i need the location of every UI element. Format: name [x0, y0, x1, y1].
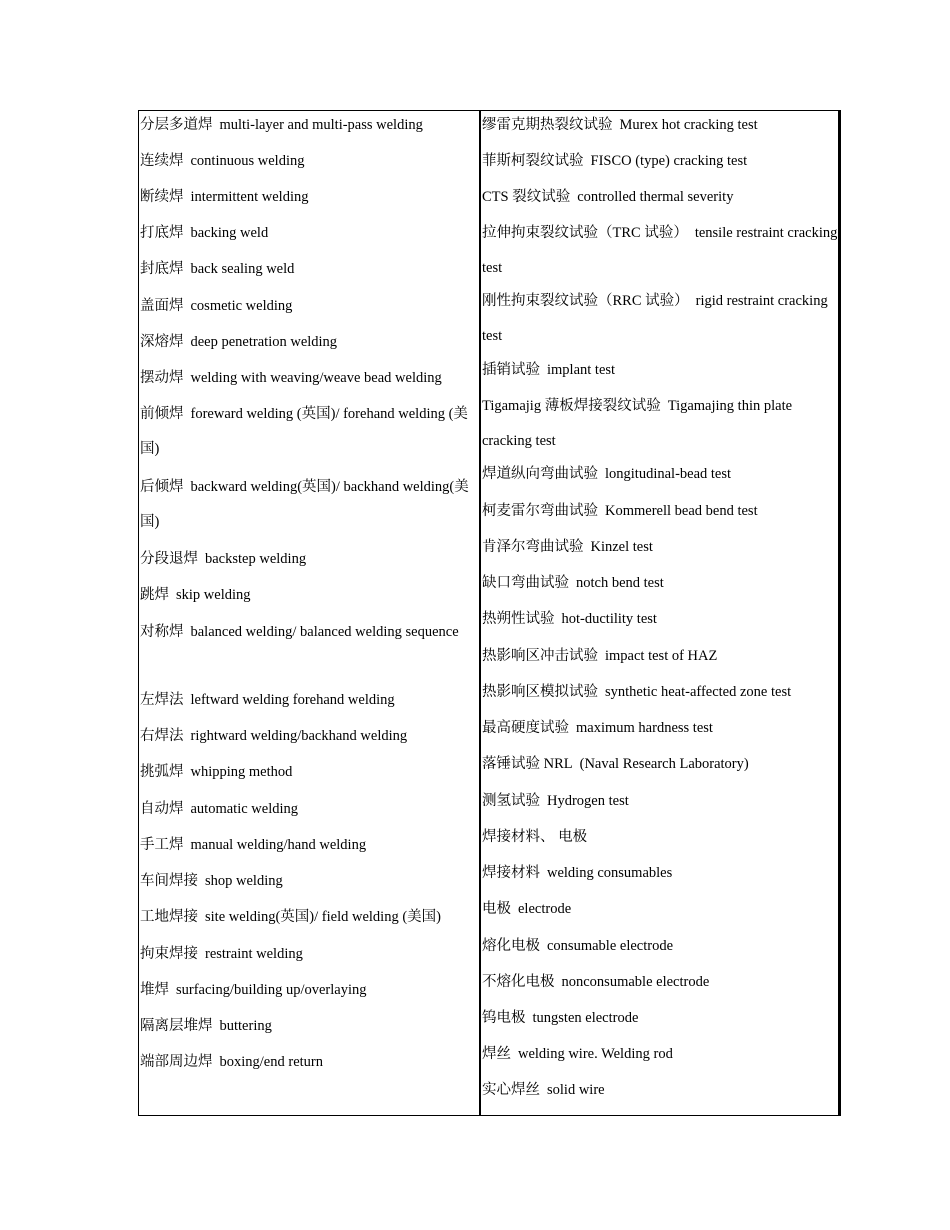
glossary-entry [482, 353, 838, 388]
glossary-entry [140, 900, 479, 935]
glossary-entry [140, 108, 479, 143]
term-chinese: 焊接材料、 电极 [482, 829, 588, 845]
term-english: hot-ductility test [561, 611, 657, 627]
term-english: cosmetic welding [190, 298, 293, 314]
term-english: backstep welding [205, 551, 307, 567]
term-chinese: 钨电极 [482, 1010, 526, 1026]
term-chinese: 盖面焊 [140, 298, 184, 314]
glossary-left-column [139, 111, 481, 1115]
glossary-entry [482, 965, 838, 1000]
glossary-entry [140, 252, 479, 287]
glossary-entry [482, 639, 838, 674]
term-chinese: 实心焊丝 [482, 1082, 540, 1098]
term-chinese: 自动焊 [140, 801, 184, 817]
term-chinese: 深熔焊 [140, 334, 184, 350]
term-english: deep penetration welding [190, 334, 338, 350]
term-chinese: 堆焊 [140, 982, 169, 998]
term-chinese: 刚性拘束裂纹试验（RRC 试验） [482, 293, 689, 309]
term-chinese: 熔化电极 [482, 938, 540, 954]
glossary-entry [482, 602, 838, 637]
term-chinese: 焊接材料 [482, 865, 540, 881]
term-english: rightward welding/backhand welding [190, 728, 408, 744]
glossary-entry [482, 856, 838, 891]
term-english: intermittent welding [190, 189, 309, 205]
term-english: continuous welding [190, 153, 305, 169]
term-chinese: 焊道纵向弯曲试验 [482, 466, 598, 482]
term-english: site welding(英国)/ field welding (美国) [205, 909, 441, 925]
term-chinese: 缪雷克期热裂纹试验 [482, 117, 613, 133]
term-english: nonconsumable electrode [561, 974, 710, 990]
term-english: tensile restraint cracking test [482, 225, 838, 276]
glossary-entry [482, 494, 838, 529]
glossary-entry [482, 784, 838, 819]
term-english: (Naval Research Laboratory) [579, 756, 749, 772]
glossary-entry [482, 1073, 838, 1108]
glossary-entry [140, 973, 479, 1008]
glossary-entry [482, 216, 838, 285]
glossary-entry [140, 864, 479, 899]
glossary-entry [482, 389, 838, 458]
term-english: consumable electrode [547, 938, 674, 954]
glossary-entry [482, 675, 838, 710]
term-english: back sealing weld [190, 261, 295, 277]
term-english: automatic welding [190, 801, 299, 817]
term-english: restraint welding [205, 946, 303, 962]
term-english: notch bend test [576, 575, 664, 591]
term-english: synthetic heat-affected zone test [605, 684, 792, 700]
term-chinese: 肯泽尔弯曲试验 [482, 539, 584, 555]
term-english: welding consumables [547, 865, 673, 881]
term-english: welding with weaving/weave bead welding [190, 370, 442, 386]
term-chinese: 隔离层堆焊 [140, 1018, 213, 1034]
term-english: shop welding [205, 873, 283, 889]
glossary-entry [140, 937, 479, 972]
glossary-entry [140, 144, 479, 179]
term-english: solid wire [547, 1082, 605, 1098]
glossary-entry [140, 1009, 479, 1044]
term-english: balanced welding/ balanced welding sequence [190, 624, 459, 640]
term-english: boxing/end return [219, 1054, 323, 1070]
term-english: buttering [219, 1018, 272, 1034]
term-chinese: 分段退焊 [140, 551, 198, 567]
glossary-entry [140, 578, 479, 613]
glossary-entry [140, 683, 479, 718]
glossary-entry [482, 530, 838, 565]
term-english: electrode [518, 901, 572, 917]
term-english: skip welding [176, 587, 251, 603]
term-chinese: 热朔性试验 [482, 611, 555, 627]
term-chinese: 电极 [482, 901, 511, 917]
term-chinese: 端部周边焊 [140, 1054, 213, 1070]
glossary-entry [140, 325, 479, 360]
glossary-entry [140, 755, 479, 790]
term-chinese: Tigamajig 薄板焊接裂纹试验 [482, 398, 661, 414]
term-chinese: 菲斯柯裂纹试验 [482, 153, 584, 169]
term-chinese: 分层多道焊 [140, 117, 213, 133]
term-chinese: 最高硬度试验 [482, 720, 569, 736]
term-english: foreward welding (英国)/ forehand welding (美国) [140, 406, 468, 457]
term-english: multi-layer and multi-pass welding [219, 117, 423, 133]
term-chinese: 不熔化电极 [482, 974, 555, 990]
glossary-entry [482, 284, 838, 353]
term-chinese: 左焊法 [140, 692, 184, 708]
glossary-entry [482, 892, 838, 927]
glossary-entry [140, 828, 479, 863]
glossary-entry [140, 470, 479, 539]
term-english: manual welding/hand welding [190, 837, 367, 853]
term-english: leftward welding forehand welding [190, 692, 395, 708]
glossary-entry [140, 615, 479, 650]
section-heading [482, 820, 838, 855]
term-english: impact test of HAZ [605, 648, 718, 664]
term-english: backing weld [190, 225, 269, 241]
term-english: rigid restraint cracking test [482, 293, 828, 344]
glossary-entry [482, 108, 838, 143]
glossary-entry [140, 542, 479, 577]
term-chinese: 封底焊 [140, 261, 184, 277]
glossary-entry [482, 180, 838, 215]
term-chinese: 打底焊 [140, 225, 184, 241]
term-chinese: 拘束焊接 [140, 946, 198, 962]
glossary-entry [482, 566, 838, 601]
term-chinese: 前倾焊 [140, 406, 184, 422]
term-chinese: 断续焊 [140, 189, 184, 205]
glossary-entry [482, 1037, 838, 1072]
term-chinese: 车间焊接 [140, 873, 198, 889]
term-chinese: 连续焊 [140, 153, 184, 169]
term-chinese: 摆动焊 [140, 370, 184, 386]
term-english: Murex hot cracking test [619, 117, 758, 133]
term-chinese: 缺口弯曲试验 [482, 575, 569, 591]
glossary-entry [482, 747, 838, 782]
term-english: Kinzel test [590, 539, 653, 555]
term-chinese: 柯麦雷尔弯曲试验 [482, 503, 598, 519]
glossary-entry [140, 180, 479, 215]
term-chinese: 插销试验 [482, 362, 540, 378]
term-chinese: 焊丝 [482, 1046, 511, 1062]
term-english: maximum hardness test [576, 720, 713, 736]
glossary-entry [482, 929, 838, 964]
glossary-entry [140, 1045, 479, 1080]
term-english: Hydrogen test [547, 793, 629, 809]
term-english: surfacing/building up/overlaying [176, 982, 367, 998]
term-chinese: 拉伸拘束裂纹试验（TRC 试验） [482, 225, 688, 241]
glossary-entry [140, 361, 479, 396]
term-chinese: 热影响区冲击试验 [482, 648, 598, 664]
glossary-right-column [481, 111, 838, 1115]
term-english: Tigamajing thin plate cracking test [482, 398, 793, 449]
term-chinese: 手工焊 [140, 837, 184, 853]
glossary-entry [482, 711, 838, 746]
glossary-entry [140, 719, 479, 754]
term-chinese: 测氢试验 [482, 793, 540, 809]
term-english: Kommerell bead bend test [605, 503, 758, 519]
term-chinese: 工地焊接 [140, 909, 198, 925]
term-english: tungsten electrode [532, 1010, 639, 1026]
glossary-entry [140, 397, 479, 466]
term-chinese: 右焊法 [140, 728, 184, 744]
glossary-table [138, 110, 841, 1116]
term-english: controlled thermal severity [577, 189, 734, 205]
term-english: whipping method [190, 764, 293, 780]
term-chinese: 挑弧焊 [140, 764, 184, 780]
term-chinese: 跳焊 [140, 587, 169, 603]
glossary-entry [140, 216, 479, 251]
glossary-entry [140, 792, 479, 827]
term-english: longitudinal-bead test [605, 466, 732, 482]
term-chinese: 落锤试验 NRL [482, 756, 573, 772]
term-chinese: 对称焊 [140, 624, 184, 640]
term-chinese: CTS 裂纹试验 [482, 189, 571, 205]
glossary-entry [482, 144, 838, 179]
term-english: FISCO (type) cracking test [590, 153, 748, 169]
glossary-entry [140, 289, 479, 324]
glossary-entry [482, 1001, 838, 1036]
glossary-entry [482, 457, 838, 492]
term-chinese: 热影响区模拟试验 [482, 684, 598, 700]
term-english: backward welding(英国)/ backhand welding(美国) [140, 479, 469, 530]
term-chinese: 后倾焊 [140, 479, 184, 495]
term-english: welding wire. Welding rod [518, 1046, 673, 1062]
term-english: implant test [547, 362, 616, 378]
